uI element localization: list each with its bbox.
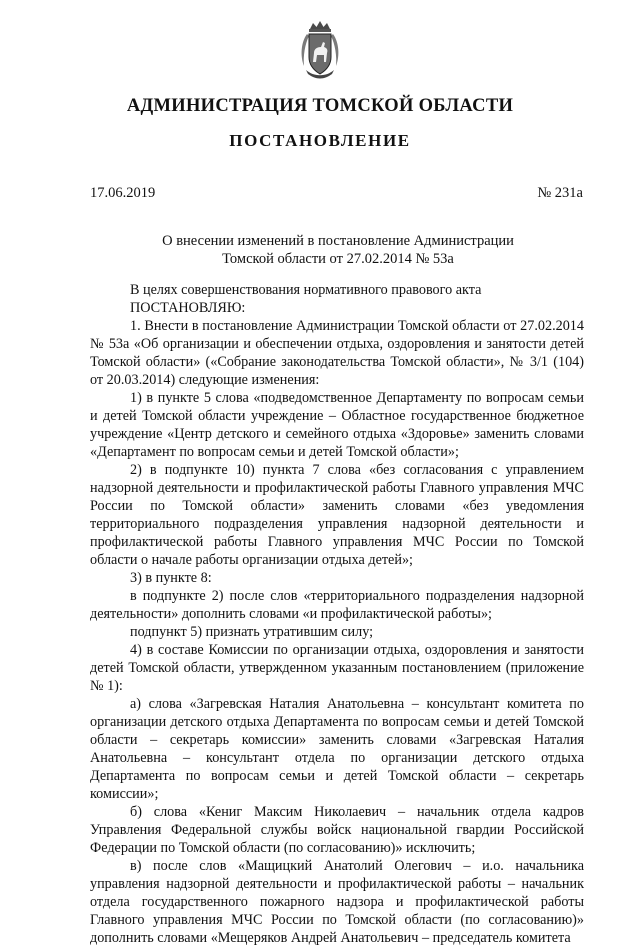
document-body — [90, 281, 584, 947]
item-1-2: 2) в подпункте 10) пункта 7 слова «без согласования с управлением надзорной деятельности и профилактической работы Главного управления МЧС России по Томской области» заменить словами «без уведомления территориального подразделения управления надзорной деятельности и профилактической работы Главного управления МЧС России по Томской области о начале работы организации отдыха детей»; — [90, 462, 584, 568]
item-1-3: 3) в пункте 8: — [130, 570, 212, 586]
item-1-3-a: в подпункте 2) после слов «территориального подразделения надзорной деятельности» дополнить словами «и профилактической работы»; — [90, 588, 584, 622]
preamble: В целях совершенствования нормативного правового акта — [130, 282, 482, 298]
item-1-4: 4) в составе Комиссии по организации отдыха, оздоровления и занятости детей Томской области, утвержденном указанным постановлением (приложение № 1): — [90, 642, 584, 694]
subject-line: Томской области от 27.02.2014 № 53а — [222, 251, 454, 267]
paragraph-1: 1. Внести в постановление Администрации Томской области от 27.02.2014 № 53а «Об организации и обеспечении отдыха, оздоровления и занятости детей Томской области» («Собрание законодательства Томской области», № 3/1 (104) от 20.03.2014) следующие изменения: — [90, 318, 584, 388]
document-number: № 231а — [537, 185, 583, 201]
item-1-1: 1) в пункте 5 слова «подведомственное Департаменту по вопросам семьи и детей Томской области учреждение – Областное государственное бюджетное учреждение «Центр детского и семейного отдыха «Здоровье» заменить словами «Департамент по вопросам семьи и детей Томской области»; — [90, 390, 584, 460]
item-1-4-b: б) слова «Кениг Максим Николаевич – начальник отдела кадров Управления Федеральной службы войск национальной гвардии Российской Федерации по Томской области (по согласованию)» исключить; — [90, 804, 584, 856]
item-1-3-b: подпункт 5) признать утратившим силу; — [130, 624, 374, 640]
document-type: ПОСТАНОВЛЕНИЕ — [229, 131, 411, 150]
item-1-4-c: в) после слов «Мащицкий Анатолий Олегович – и.о. начальника управления надзорной деятельности и профилактической работы – начальник отдела государственного пожарного надзора и профилактической работы Главного управления МЧС России по Томской области (по согласованию)» дополнить словами «Мещеряков Андрей Анатольевич – председатель комитета — [90, 858, 584, 946]
subject-line: О внесении изменений в постановление Администрации — [162, 233, 514, 249]
item-1-4-a: а) слова «Загревская Наталия Анатольевна – консультант комитета по организации детского отдыха Департамента по вопросам семьи и детей Томской области – секретарь комиссии» заменить словами «Загревская Наталия Анатольевна – консультант отдела по организации детского отдыха Департамента по вопросам семьи и детей Томской области – секретарь комиссии»; — [90, 696, 584, 802]
document-date: 17.06.2019 — [90, 185, 156, 201]
document-subject — [90, 232, 586, 268]
tomsk-coat-of-arms-icon — [298, 20, 342, 80]
decree-word: ПОСТАНОВЛЯЮ: — [130, 300, 246, 316]
organization-title: АДМИНИСТРАЦИЯ ТОМСКОЙ ОБЛАСТИ — [126, 96, 514, 116]
